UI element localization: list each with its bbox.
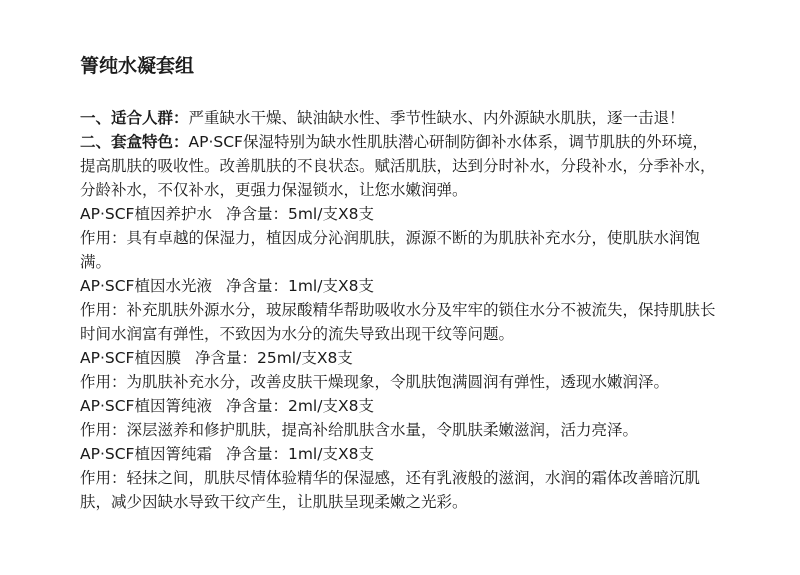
product-name: AP·SCF植因膜 — [80, 349, 181, 367]
product-line-mask — [80, 346, 720, 370]
document-body — [80, 106, 720, 514]
product-name: AP·SCF植因水光液 — [80, 277, 212, 295]
page-title: 箐纯水凝套组 — [80, 55, 195, 77]
product-volume: 净含量：5ml/支X8支 — [225, 205, 374, 223]
product-effect-toner: 作用：具有卓越的保湿力，植因成分沁润肌肤，源源不断的为肌肤补充水分，使肌肤水润饱满。 — [80, 229, 701, 271]
product-volume: 净含量：25ml/支X8支 — [194, 349, 353, 367]
product-volume: 净含量：2ml/支X8支 — [225, 397, 374, 415]
product-name: AP·SCF植因养护水 — [80, 205, 212, 223]
product-effect-mask: 作用：为肌肤补充水分，改善皮肤干燥现象，令肌肤饱满圆润有弹性，透现水嫩润泽。 — [80, 373, 670, 391]
product-effect-essence: 作用：补充肌肤外源水分，玻尿酸精华帮助吸收水分及牢牢的锁住水分不被流失，保持肌肤长时间水润富有弹性，不致因为水分的流失导致出现干纹等问题。 — [80, 301, 716, 343]
product-effect-cream: 作用：轻抹之间，肌肤尽情体验精华的保湿感，还有乳液般的滋润，水润的霜体改善暗沉肌肤，减少因缺水导致干纹产生，让肌肤呈现柔嫩之光彩。 — [80, 469, 701, 511]
product-line-serum — [80, 394, 720, 418]
kit-features-heading: 二、套盒特色： — [80, 133, 189, 151]
kit-features-text: AP·SCF保湿特别为缺水性肌肤潜心研制防御补水体系，调节肌肤的外环境，提高肌肤的吸收性。改善肌肤的不良状态。赋活肌肤，达到分时补水，分段补水，分季补水，分龄补水，不仅补水，更强力保湿锁水，让您水嫩润弹。 — [80, 133, 716, 199]
product-name: AP·SCF植因箐纯霜 — [80, 445, 212, 463]
target-audience-text: 严重缺水干燥、缺油缺水性、季节性缺水、内外源缺水肌肤，逐一击退！ — [188, 109, 685, 127]
kit-features-paragraph — [80, 130, 720, 202]
product-volume: 净含量：1ml/支X8支 — [225, 277, 374, 295]
product-line-toner — [80, 202, 720, 226]
product-line-essence — [80, 274, 720, 298]
product-name: AP·SCF植因箐纯液 — [80, 397, 212, 415]
product-line-cream — [80, 442, 720, 466]
document-page — [80, 52, 720, 514]
target-audience-paragraph — [80, 106, 720, 130]
product-effect-serum: 作用：深层滋养和修护肌肤，提高补给肌肤含水量，令肌肤柔嫩滋润，活力亮泽。 — [80, 421, 639, 439]
product-volume: 净含量：1ml/支X8支 — [225, 445, 374, 463]
target-audience-heading: 一、适合人群： — [80, 109, 189, 127]
